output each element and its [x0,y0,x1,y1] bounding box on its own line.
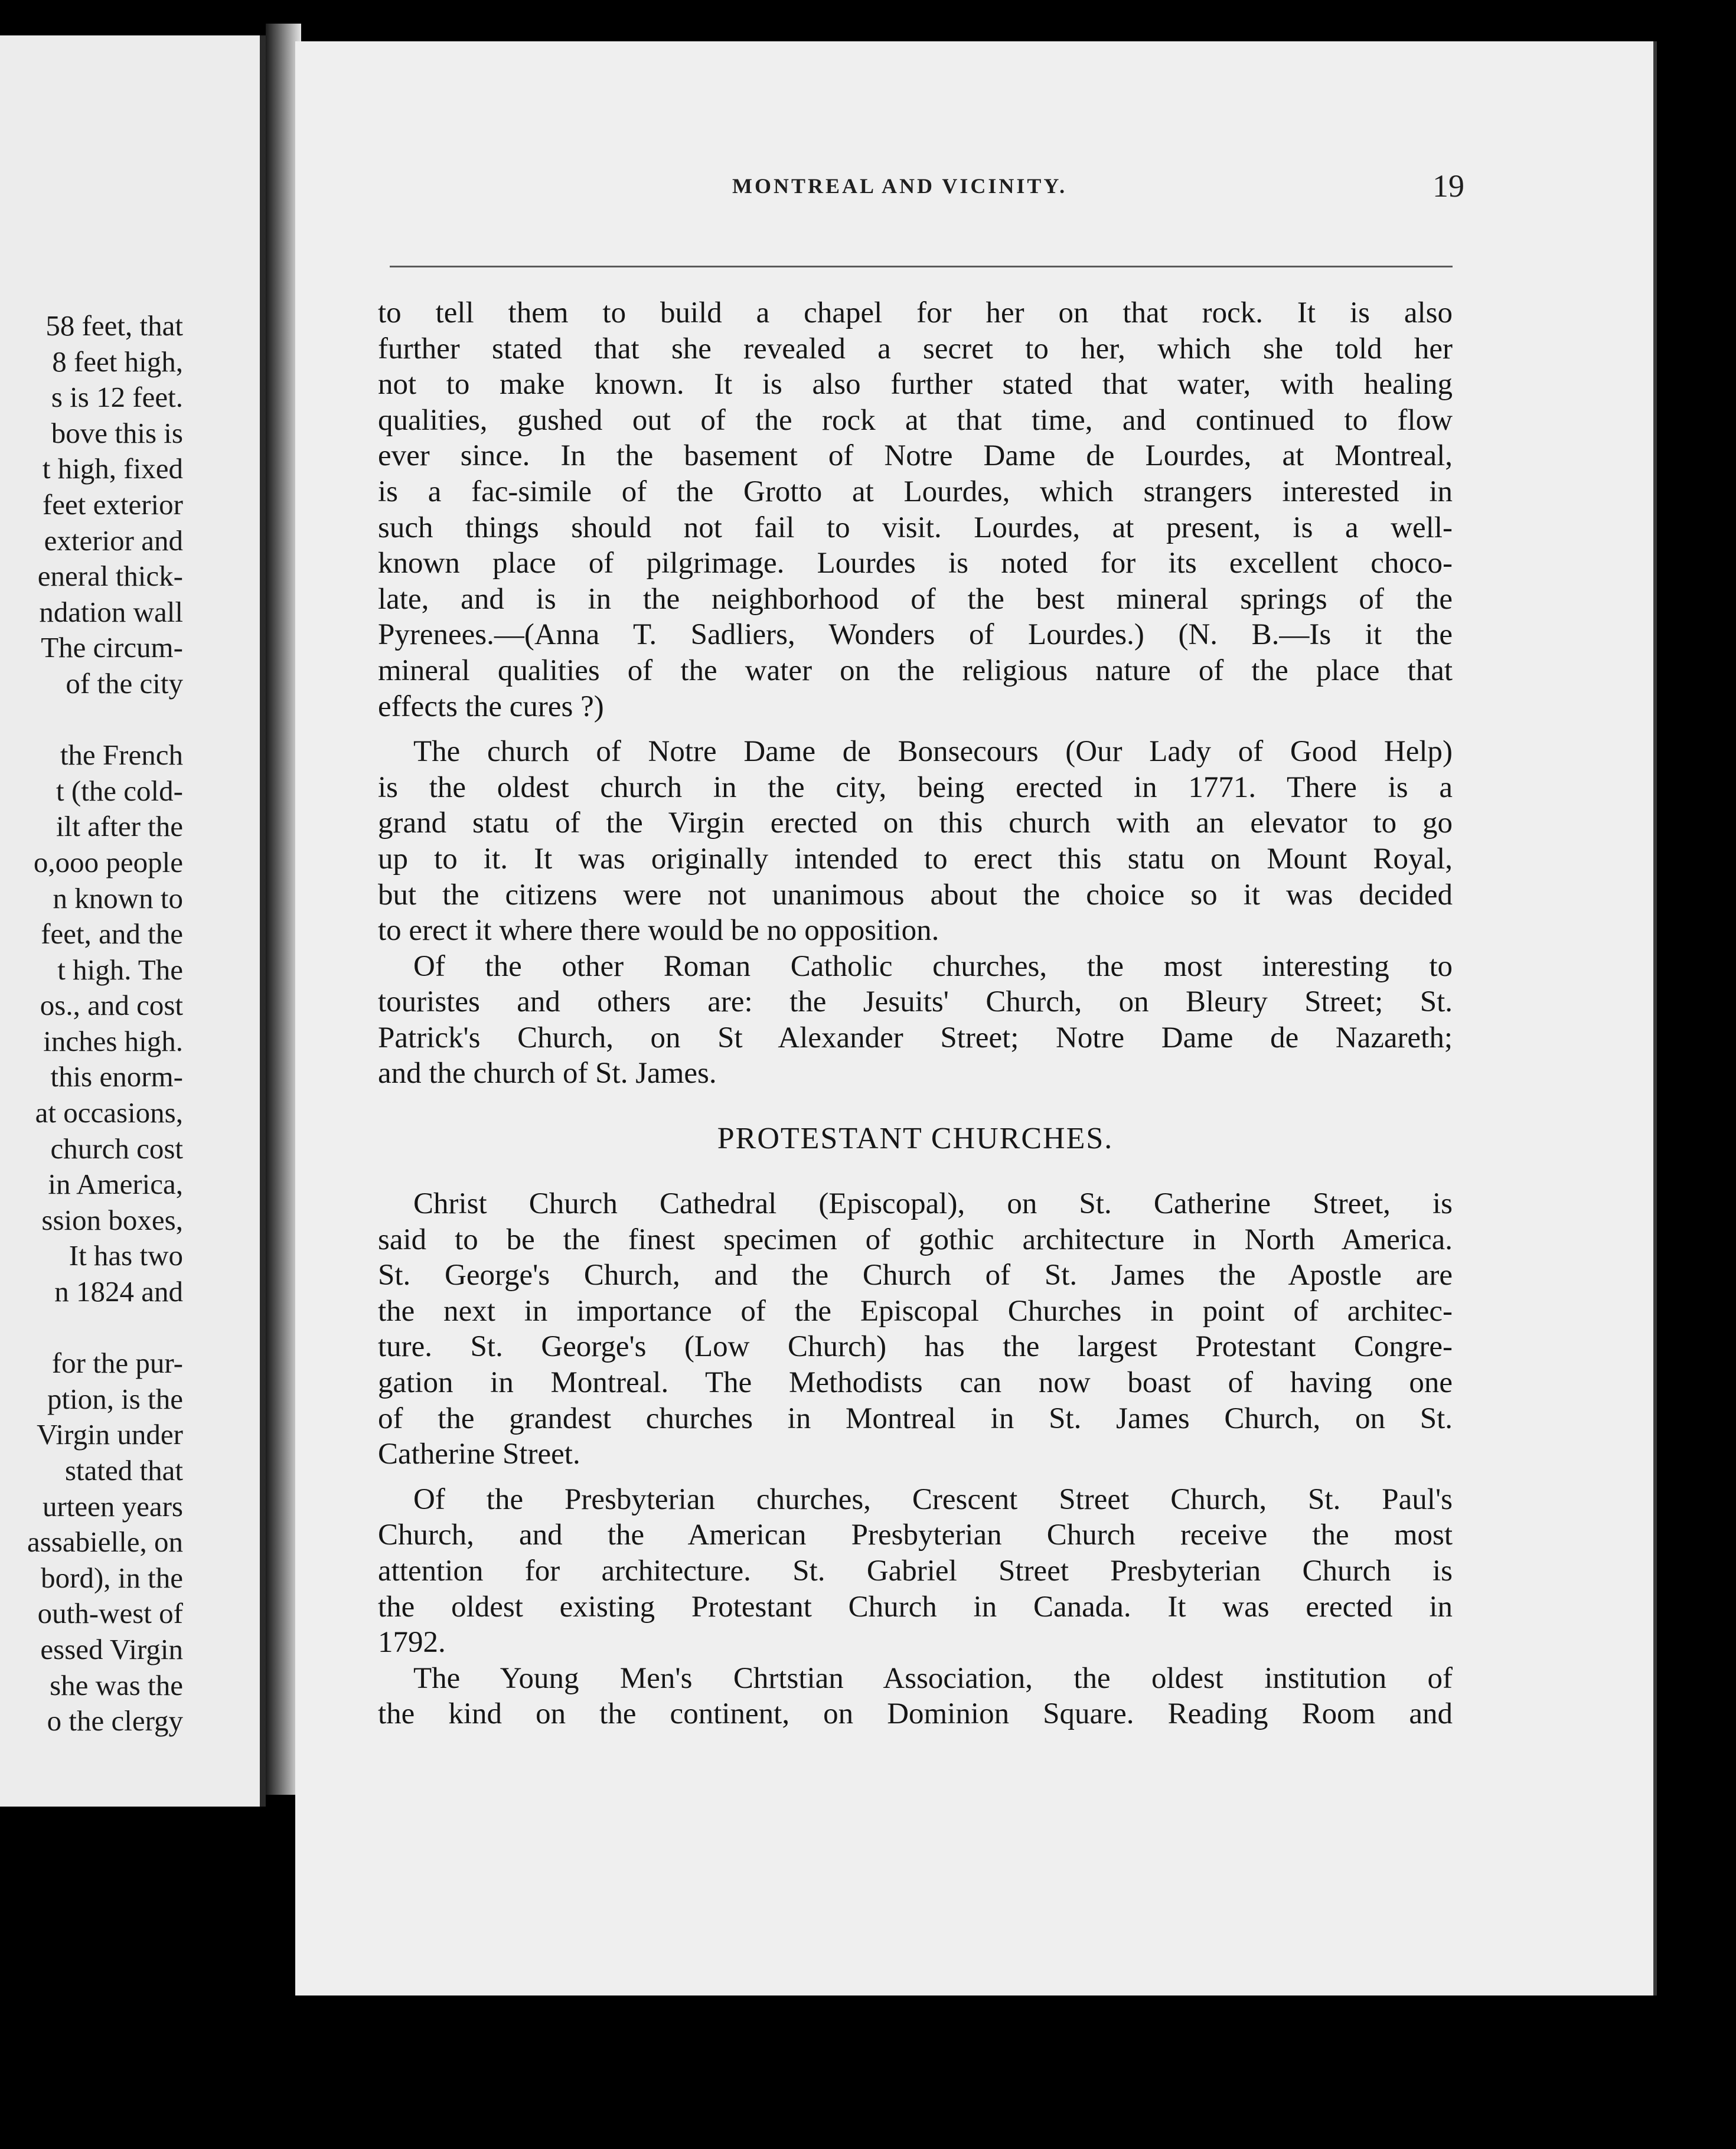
paragraph-presbyterian [378,1482,1453,1661]
text-line: ever since. In the basement of Notre Dame de Lourdes, at Montreal, [378,439,1453,473]
page-body [378,295,1453,1732]
left-line: 8 feet high, [52,345,183,378]
text-line: the oldest existing Protestant Church in Canada. It was erected in [378,1590,1453,1624]
text-line: up to it. It was originally intended to erect this statu on Mount Royal, [378,842,1453,876]
left-line: she was the [50,1668,183,1701]
text-line: touristes and others are: the Jesuits' Church, on Bleury Street; St. [378,985,1453,1019]
left-line: t high. The [57,953,183,986]
text-line: mineral qualities of the water on the religious nature of the place that [378,654,1453,687]
left-line: eneral thick- [37,560,183,593]
paragraph-grotto [378,295,1453,724]
text-line: The church of Notre Dame de Bonsecours (Our Lady of Good Help) [413,735,1453,769]
text-line: of the grandest churches in Montreal in St. James Church, on St. [378,1402,1453,1435]
left-line: urteen years [42,1490,183,1523]
left-line: n known to [53,881,183,915]
left-line: of the city [66,667,183,700]
text-line: but the citizens were not unanimous about the choice so it was decided [378,878,1453,912]
text-line: Pyrenees.—(Anna T. Sadliers, Wonders of Lourdes.) (N. B.—Is it the [378,618,1453,652]
left-line: essed Virgin [40,1632,183,1665]
text-line: to erect it where there would be no opposition. [378,914,939,948]
left-line: It has two [68,1239,183,1272]
left-line: feet, and the [41,917,183,951]
left-line: n 1824 and [54,1275,183,1308]
left-line: at occasions, [35,1096,183,1129]
page-number: 19 [1432,168,1464,204]
paragraph-episcopal [378,1186,1453,1472]
text-line: known place of pilgrimage. Lourdes is noted for its excellent choco- [378,547,1453,580]
left-line: ption, is the [47,1382,183,1415]
left-line: for the pur- [51,1347,183,1380]
left-line: o the clergy [47,1704,183,1738]
text-line: ture. St. George's (Low Church) has the largest Protestant Congre- [378,1330,1453,1364]
left-line: inches high. [43,1024,183,1057]
left-line: The circum- [41,631,183,664]
left-line: ilt after the [56,810,183,843]
text-line: The Young Men's Chrtstian Association, the oldest institution of [413,1661,1453,1695]
text-line: attention for architecture. St. Gabriel Street Presbyterian Church is [378,1554,1453,1588]
text-line: effects the cures ?) [378,690,604,723]
previous-page-text [0,308,183,1739]
left-line: os., and cost [40,989,183,1022]
text-line: grand statu of the Virgin erected on this church with an elevator to go [378,806,1453,840]
header-rule [390,266,1453,267]
paragraph-catholic-churches [378,949,1453,1092]
left-line: t (the cold- [56,774,183,807]
left-line: exterior and [44,524,183,557]
left-line: feet exterior [42,488,183,521]
text-line: to tell them to build a chapel for her on that rock. It is also [378,296,1453,329]
text-line: Of the other Roman Catholic churches, the most interesting to [413,949,1453,983]
left-line: s is 12 feet. [51,381,183,414]
left-line: bove this is [51,416,183,449]
text-line: not to make known. It is also further stated that water, with healing [378,368,1453,401]
left-line: ndation wall [39,595,183,628]
paragraph-ymca [378,1661,1453,1732]
paragraph-bonsecours [378,734,1453,949]
left-line-blank [0,702,183,738]
page-header [437,159,1464,224]
left-line: assabielle, on [27,1526,183,1559]
text-line: further stated that she revealed a secret to her, which she told her [378,332,1453,365]
text-line: gation in Montreal. The Methodists can now boast of having one [378,1366,1453,1400]
left-line-blank [0,1310,183,1346]
left-line: the French [60,739,183,772]
text-line: said to be the finest specimen of gothic architecture in North America. [378,1223,1453,1256]
left-line: ssion boxes, [41,1203,183,1236]
left-line: o,ooo people [33,845,183,878]
text-line: such things should not fail to visit. Lourdes, at present, is a well- [378,511,1453,544]
left-line: outh-west of [37,1597,183,1630]
left-line: stated that [64,1454,183,1487]
left-line: 58 feet, that [45,309,183,342]
section-heading: PROTESTANT CHURCHES. [717,1122,1114,1156]
text-line: late, and is in the neighborhood of the best mineral springs of the [378,582,1453,616]
text-line: the next in importance of the Episcopal Churches in point of architec- [378,1294,1453,1328]
text-line: the kind on the continent, on Dominion Square. Reading Room and [378,1697,1453,1731]
text-line: and the church of St. James. [378,1057,717,1090]
left-line: in America, [48,1168,183,1201]
left-line: Virgin under [37,1418,183,1451]
text-line: Patrick's Church, on St Alexander Street; Notre Dame de Nazareth; [378,1021,1453,1054]
left-line: t high, fixed [42,452,183,485]
text-line: St. George's Church, and the Church of St. James the Apostle are [378,1259,1453,1292]
text-line: Church, and the American Presbyterian Church receive the most [378,1518,1453,1552]
left-line: church cost [50,1132,183,1165]
text-line: qualities, gushed out of the rock at that time, and continued to flow [378,403,1453,437]
left-line: this enorm- [50,1060,183,1093]
previous-page-fragment [0,35,266,1807]
text-line: Of the Presbyterian churches, Crescent Street Church, St. Paul's [413,1482,1453,1516]
left-line: bord), in the [41,1561,183,1594]
text-line: Christ Church Cathedral (Episcopal), on St. Catherine Street, is [413,1187,1453,1221]
text-line: is a fac-simile of the Grotto at Lourdes, which strangers interested in [378,475,1453,508]
text-line: 1792. [378,1626,446,1660]
text-line: is the oldest church in the city, being erected in 1771. There is a [378,770,1453,804]
text-line: Catherine Street. [378,1438,580,1471]
running-head: MONTREAL AND VICINITY. [732,174,1068,198]
